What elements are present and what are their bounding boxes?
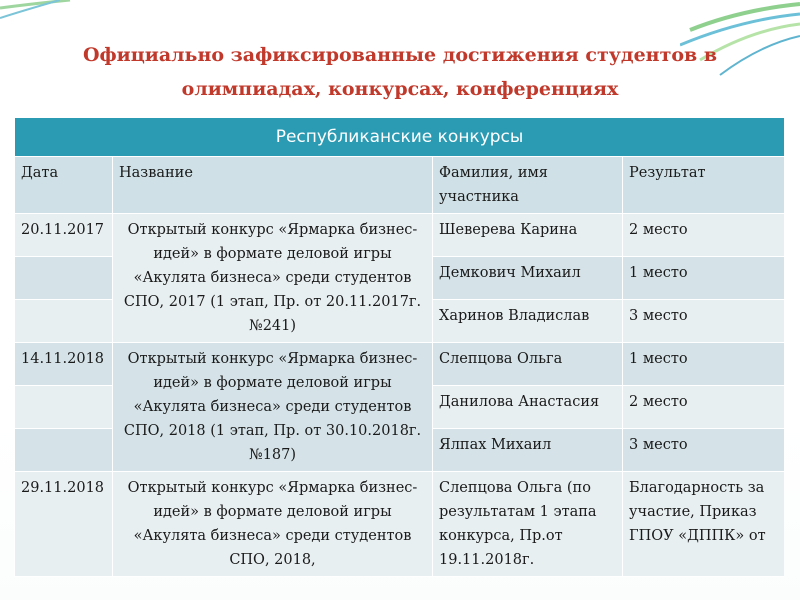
cell-date	[15, 429, 113, 472]
table-caption: Республиканские конкурсы	[15, 118, 785, 157]
cell-result: Благодарность за участие, Приказ ГПОУ «ДППК» от	[623, 472, 785, 577]
cell-date: 20.11.2017	[15, 214, 113, 257]
table-header-row	[15, 157, 785, 214]
column-header-result: Результат	[623, 157, 785, 214]
cell-result: 1 место	[623, 343, 785, 386]
cell-result: 2 место	[623, 214, 785, 257]
slide-title-line-1: Официально зафиксированные достижения студентов в	[82, 44, 718, 66]
achievements-table	[14, 117, 784, 577]
cell-contest-name: Открытый конкурс «Ярмарка бизнес-идей» в формате деловой игры «Акулята бизнеса» среди студентов СПО, 2017 (1 этап, Пр. от 20.11.2017г. №241)	[113, 214, 433, 343]
cell-result: 3 место	[623, 429, 785, 472]
cell-result: 1 место	[623, 257, 785, 300]
cell-contest-name: Открытый конкурс «Ярмарка бизнес-идей» в формате деловой игры «Акулята бизнеса» среди студентов СПО, 2018,	[113, 472, 433, 577]
achievements-table-container	[14, 117, 784, 600]
cell-contest-name: Открытый конкурс «Ярмарка бизнес-идей» в формате деловой игры «Акулята бизнеса» среди студентов СПО, 2018 (1 этап, Пр. от 30.10.2018г. №187)	[113, 343, 433, 472]
cell-participant: Слепцова Ольга (по результатам 1 этапа конкурса, Пр.от 19.11.2018г.	[433, 472, 623, 577]
cell-participant: Демкович Михаил	[433, 257, 623, 300]
cell-date: 29.11.2018	[15, 472, 113, 577]
cell-date: 14.11.2018	[15, 343, 113, 386]
cell-date	[15, 300, 113, 343]
slide-title-line-2: олимпиадах, конкурсах, конференциях	[181, 78, 619, 100]
cell-result: 2 место	[623, 386, 785, 429]
table-row	[15, 472, 785, 577]
cell-date	[15, 257, 113, 300]
cell-participant: Харинов Владислав	[433, 300, 623, 343]
cell-result: 3 место	[623, 300, 785, 343]
slide-title	[40, 38, 760, 106]
column-header-participant: Фамилия, имя участника	[433, 157, 623, 214]
cell-participant: Данилова Анастасия	[433, 386, 623, 429]
cell-participant: Слепцова Ольга	[433, 343, 623, 386]
table-row	[15, 343, 785, 386]
table-row	[15, 214, 785, 257]
cell-participant: Ялпах Михаил	[433, 429, 623, 472]
column-header-name: Название	[113, 157, 433, 214]
cell-date	[15, 386, 113, 429]
column-header-date: Дата	[15, 157, 113, 214]
cell-participant: Шеверева Карина	[433, 214, 623, 257]
table-body	[15, 157, 785, 577]
